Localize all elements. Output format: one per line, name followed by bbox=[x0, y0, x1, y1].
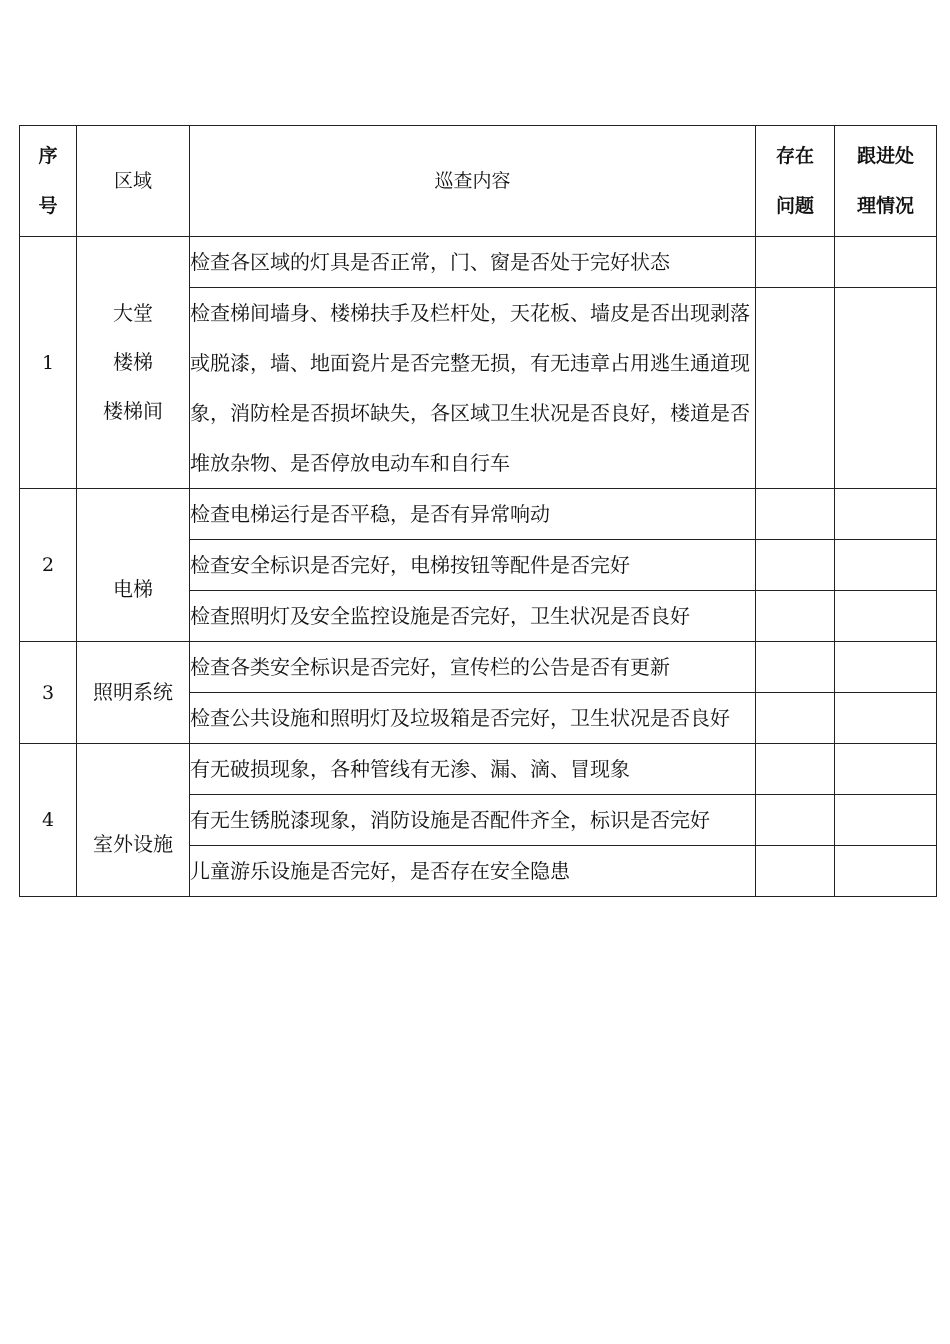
followup-cell[interactable] bbox=[835, 288, 937, 489]
issue-cell[interactable] bbox=[756, 693, 835, 744]
table-row bbox=[20, 489, 937, 540]
inspection-item: 检查梯间墙身、楼梯扶手及栏杆处，天花板、墙皮是否出现剥落或脱漆，墙、地面瓷片是否完整无损，有无违章占用逃生通道现象，消防栓是否损坏缺失，各区域卫生状况是否良好，楼道是否堆放杂物、是否停放电动车和自行车 bbox=[190, 288, 756, 489]
inspection-table bbox=[19, 125, 937, 897]
row-index: 2 bbox=[20, 489, 77, 642]
area-line: 室外设施 bbox=[93, 831, 173, 856]
row-area bbox=[77, 744, 190, 897]
inspection-item: 检查各类安全标识是否完好，宣传栏的公告是否有更新 bbox=[190, 642, 756, 693]
issue-cell[interactable] bbox=[756, 489, 835, 540]
area-line: 楼梯 bbox=[113, 350, 153, 374]
inspection-item: 有无破损现象，各种管线有无渗、漏、滴、冒现象 bbox=[190, 744, 756, 795]
inspection-item: 检查公共设施和照明灯及垃圾箱是否完好，卫生状况是否良好 bbox=[190, 693, 756, 744]
followup-cell[interactable] bbox=[835, 540, 937, 591]
followup-cell[interactable] bbox=[835, 846, 937, 897]
followup-cell[interactable] bbox=[835, 489, 937, 540]
inspection-item: 有无生锈脱漆现象，消防设施是否配件齐全，标识是否完好 bbox=[190, 795, 756, 846]
header-issue: 存在问题 bbox=[756, 126, 835, 237]
inspection-item: 儿童游乐设施是否完好，是否存在安全隐患 bbox=[190, 846, 756, 897]
followup-cell[interactable] bbox=[835, 693, 937, 744]
followup-cell[interactable] bbox=[835, 744, 937, 795]
row-index: 1 bbox=[20, 237, 77, 489]
row-area bbox=[77, 237, 190, 489]
area-line: 电梯 bbox=[113, 576, 153, 601]
inspection-item: 检查安全标识是否完好，电梯按钮等配件是否完好 bbox=[190, 540, 756, 591]
table-row bbox=[20, 744, 937, 795]
row-index: 4 bbox=[20, 744, 77, 897]
issue-cell[interactable] bbox=[756, 846, 835, 897]
inspection-item: 检查照明灯及安全监控设施是否完好，卫生状况是否良好 bbox=[190, 591, 756, 642]
table-row bbox=[20, 237, 937, 288]
issue-cell[interactable] bbox=[756, 540, 835, 591]
issue-cell[interactable] bbox=[756, 642, 835, 693]
issue-cell[interactable] bbox=[756, 237, 835, 288]
issue-cell[interactable] bbox=[756, 795, 835, 846]
inspection-item: 检查各区域的灯具是否正常，门、窗是否处于完好状态 bbox=[190, 237, 756, 288]
followup-cell[interactable] bbox=[835, 591, 937, 642]
followup-cell[interactable] bbox=[835, 795, 937, 846]
issue-cell[interactable] bbox=[756, 288, 835, 489]
row-index: 3 bbox=[20, 642, 77, 744]
header-followup: 跟进处理情况 bbox=[835, 126, 937, 237]
area-line: 照明系统 bbox=[93, 680, 173, 704]
area-line: 大堂 bbox=[113, 301, 153, 325]
row-area bbox=[77, 642, 190, 744]
followup-cell[interactable] bbox=[835, 642, 937, 693]
inspection-item: 检查电梯运行是否平稳，是否有异常响动 bbox=[190, 489, 756, 540]
issue-cell[interactable] bbox=[756, 744, 835, 795]
header-content: 巡查内容 bbox=[190, 126, 756, 237]
followup-cell[interactable] bbox=[835, 237, 937, 288]
table-row bbox=[20, 642, 937, 693]
header-index: 序号 bbox=[20, 126, 77, 237]
row-area bbox=[77, 489, 190, 642]
header-area: 区域 bbox=[77, 126, 190, 237]
issue-cell[interactable] bbox=[756, 591, 835, 642]
area-line: 楼梯间 bbox=[103, 399, 163, 423]
header-row bbox=[20, 126, 937, 237]
